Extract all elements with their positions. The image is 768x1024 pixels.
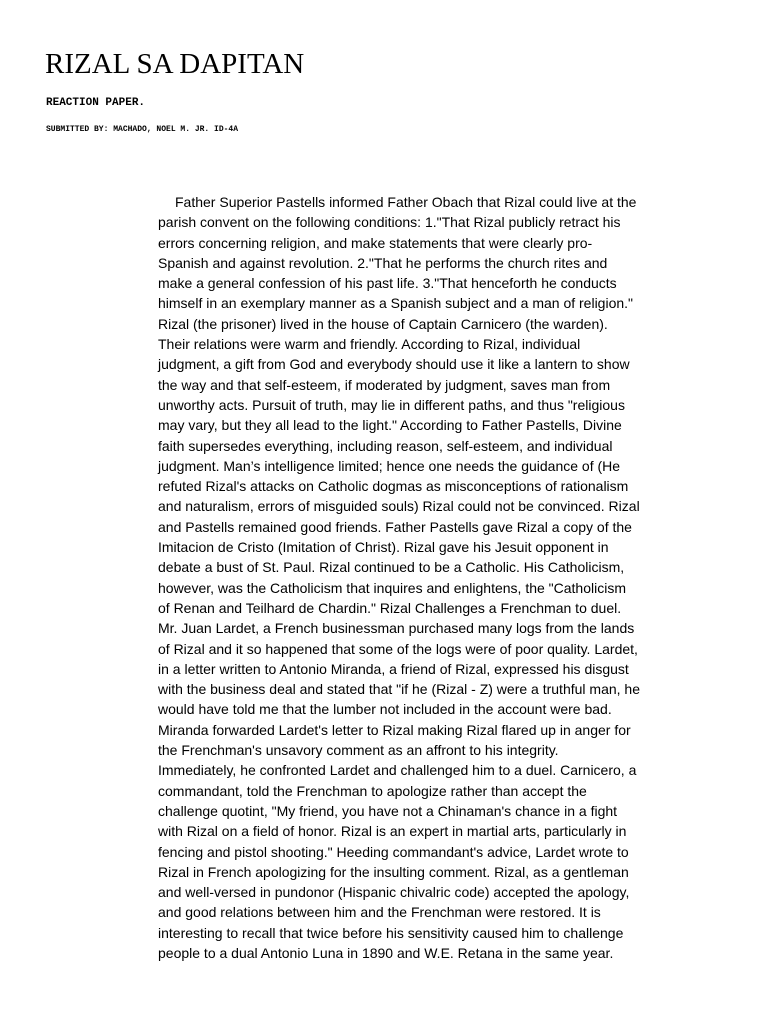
body-line: Rizal (the prisoner) lived in the house of Captain Carnicero (the warden).	[158, 315, 608, 332]
body-line: may vary, but they all lead to the light." According to Father Pastells, Divine	[158, 417, 622, 434]
body-line: the Frenchman's unsavory comment as an affront to his integrity.	[158, 742, 559, 759]
body-line: make a general confession of his past life. 3."That henceforth he conducts	[158, 275, 617, 292]
body-line: and well-versed in pundonor (Hispanic chivalric code) accepted the apology,	[158, 884, 630, 901]
body-line: interesting to recall that twice before his sensitivity caused him to challenge	[158, 924, 624, 941]
page-title: RIZAL SA DAPITAN	[45, 48, 305, 80]
body-line: challenge quotint, "My friend, you have not a Chinaman's chance in a fight	[158, 802, 618, 819]
body-line: parish convent on the following conditions: 1."That Rizal publicly retract his	[158, 214, 621, 231]
body-line: errors concerning religion, and make statements that were clearly pro-	[158, 234, 593, 251]
body-paragraph	[158, 192, 688, 963]
body-line: commandant, told the Frenchman to apologize rather than accept the	[158, 782, 587, 799]
body-line: himself in an exemplary manner as a Spanish subject and a man of religion."	[158, 295, 634, 312]
document-subtitle: REACTION PAPER.	[46, 97, 146, 109]
body-line: Mr. Juan Lardet, a French businessman purchased many logs from the lands	[158, 620, 635, 637]
body-line: refuted Rizal's attacks on Catholic dogmas as misconceptions of rationalism	[158, 478, 629, 495]
body-line: of Renan and Teilhard de Chardin." Rizal Challenges a Frenchman to duel.	[158, 599, 622, 616]
body-line: fencing and pistol shooting." Heeding commandant's advice, Lardet wrote to	[158, 843, 629, 860]
body-line: with Rizal on a field of honor. Rizal is an expert in martial arts, particularly in	[158, 823, 627, 840]
body-line: and Pastells remained good friends. Father Pastells gave Rizal a copy of the	[158, 518, 632, 535]
body-line: of Rizal and it so happened that some of the logs were of poor quality. Lardet,	[158, 640, 638, 657]
body-line: the way and that self-esteem, if moderated by judgment, saves man from	[158, 376, 611, 393]
body-line: Immediately, he confronted Lardet and challenged him to a duel. Carnicero, a	[158, 762, 637, 779]
body-line: unworthy acts. Pursuit of truth, may lie in different paths, and thus "religious	[158, 396, 625, 413]
body-line: and naturalism, errors of misguided souls) Rizal could not be convinced. Rizal	[158, 498, 640, 515]
body-line: with the business deal and stated that "if he (Rizal - Z) were a truthful man, he	[158, 681, 640, 698]
body-line: Imitacion de Cristo (Imitation of Christ). Rizal gave his Jesuit opponent in	[158, 539, 609, 556]
body-line: in a letter written to Antonio Miranda, a friend of Rizal, expressed his disgust	[158, 660, 629, 677]
body-line: debate a bust of St. Paul. Rizal continued to be a Catholic. His Catholicism,	[158, 559, 625, 576]
body-line: Father Superior Pastells informed Father Obach that Rizal could live at the	[175, 194, 637, 210]
body-line: Miranda forwarded Lardet's letter to Rizal making Rizal flared up in anger for	[158, 721, 631, 738]
body-line: Rizal in French apologizing for the insulting comment. Rizal, as a gentleman	[158, 863, 629, 880]
body-line: Spanish and against revolution. 2."That he performs the church rites and	[158, 254, 608, 271]
body-line: Their relations were warm and friendly. According to Rizal, individual	[158, 336, 581, 353]
submitted-by-line: SUBMITTED BY: MACHADO, NOEL M. JR. ID-4A	[46, 125, 239, 134]
body-line: judgment, a gift from God and everybody should use it like a lantern to show	[158, 356, 630, 373]
body-line: however, was the Catholicism that inquires and enlightens, the "Catholicism	[158, 579, 626, 596]
body-line: faith supersedes everything, including reason, self-esteem, and individual	[158, 437, 613, 454]
body-line: judgment. Man’s intelligence limited; hence one needs the guidance of (He	[158, 457, 621, 474]
body-line: and good relations between him and the Frenchman were restored. It is	[158, 904, 601, 921]
body-line: would have told me that the lumber not included in the account were bad.	[158, 701, 612, 718]
body-line: people to a dual Antonio Luna in 1890 and W.E. Retana in the same year.	[158, 944, 614, 961]
